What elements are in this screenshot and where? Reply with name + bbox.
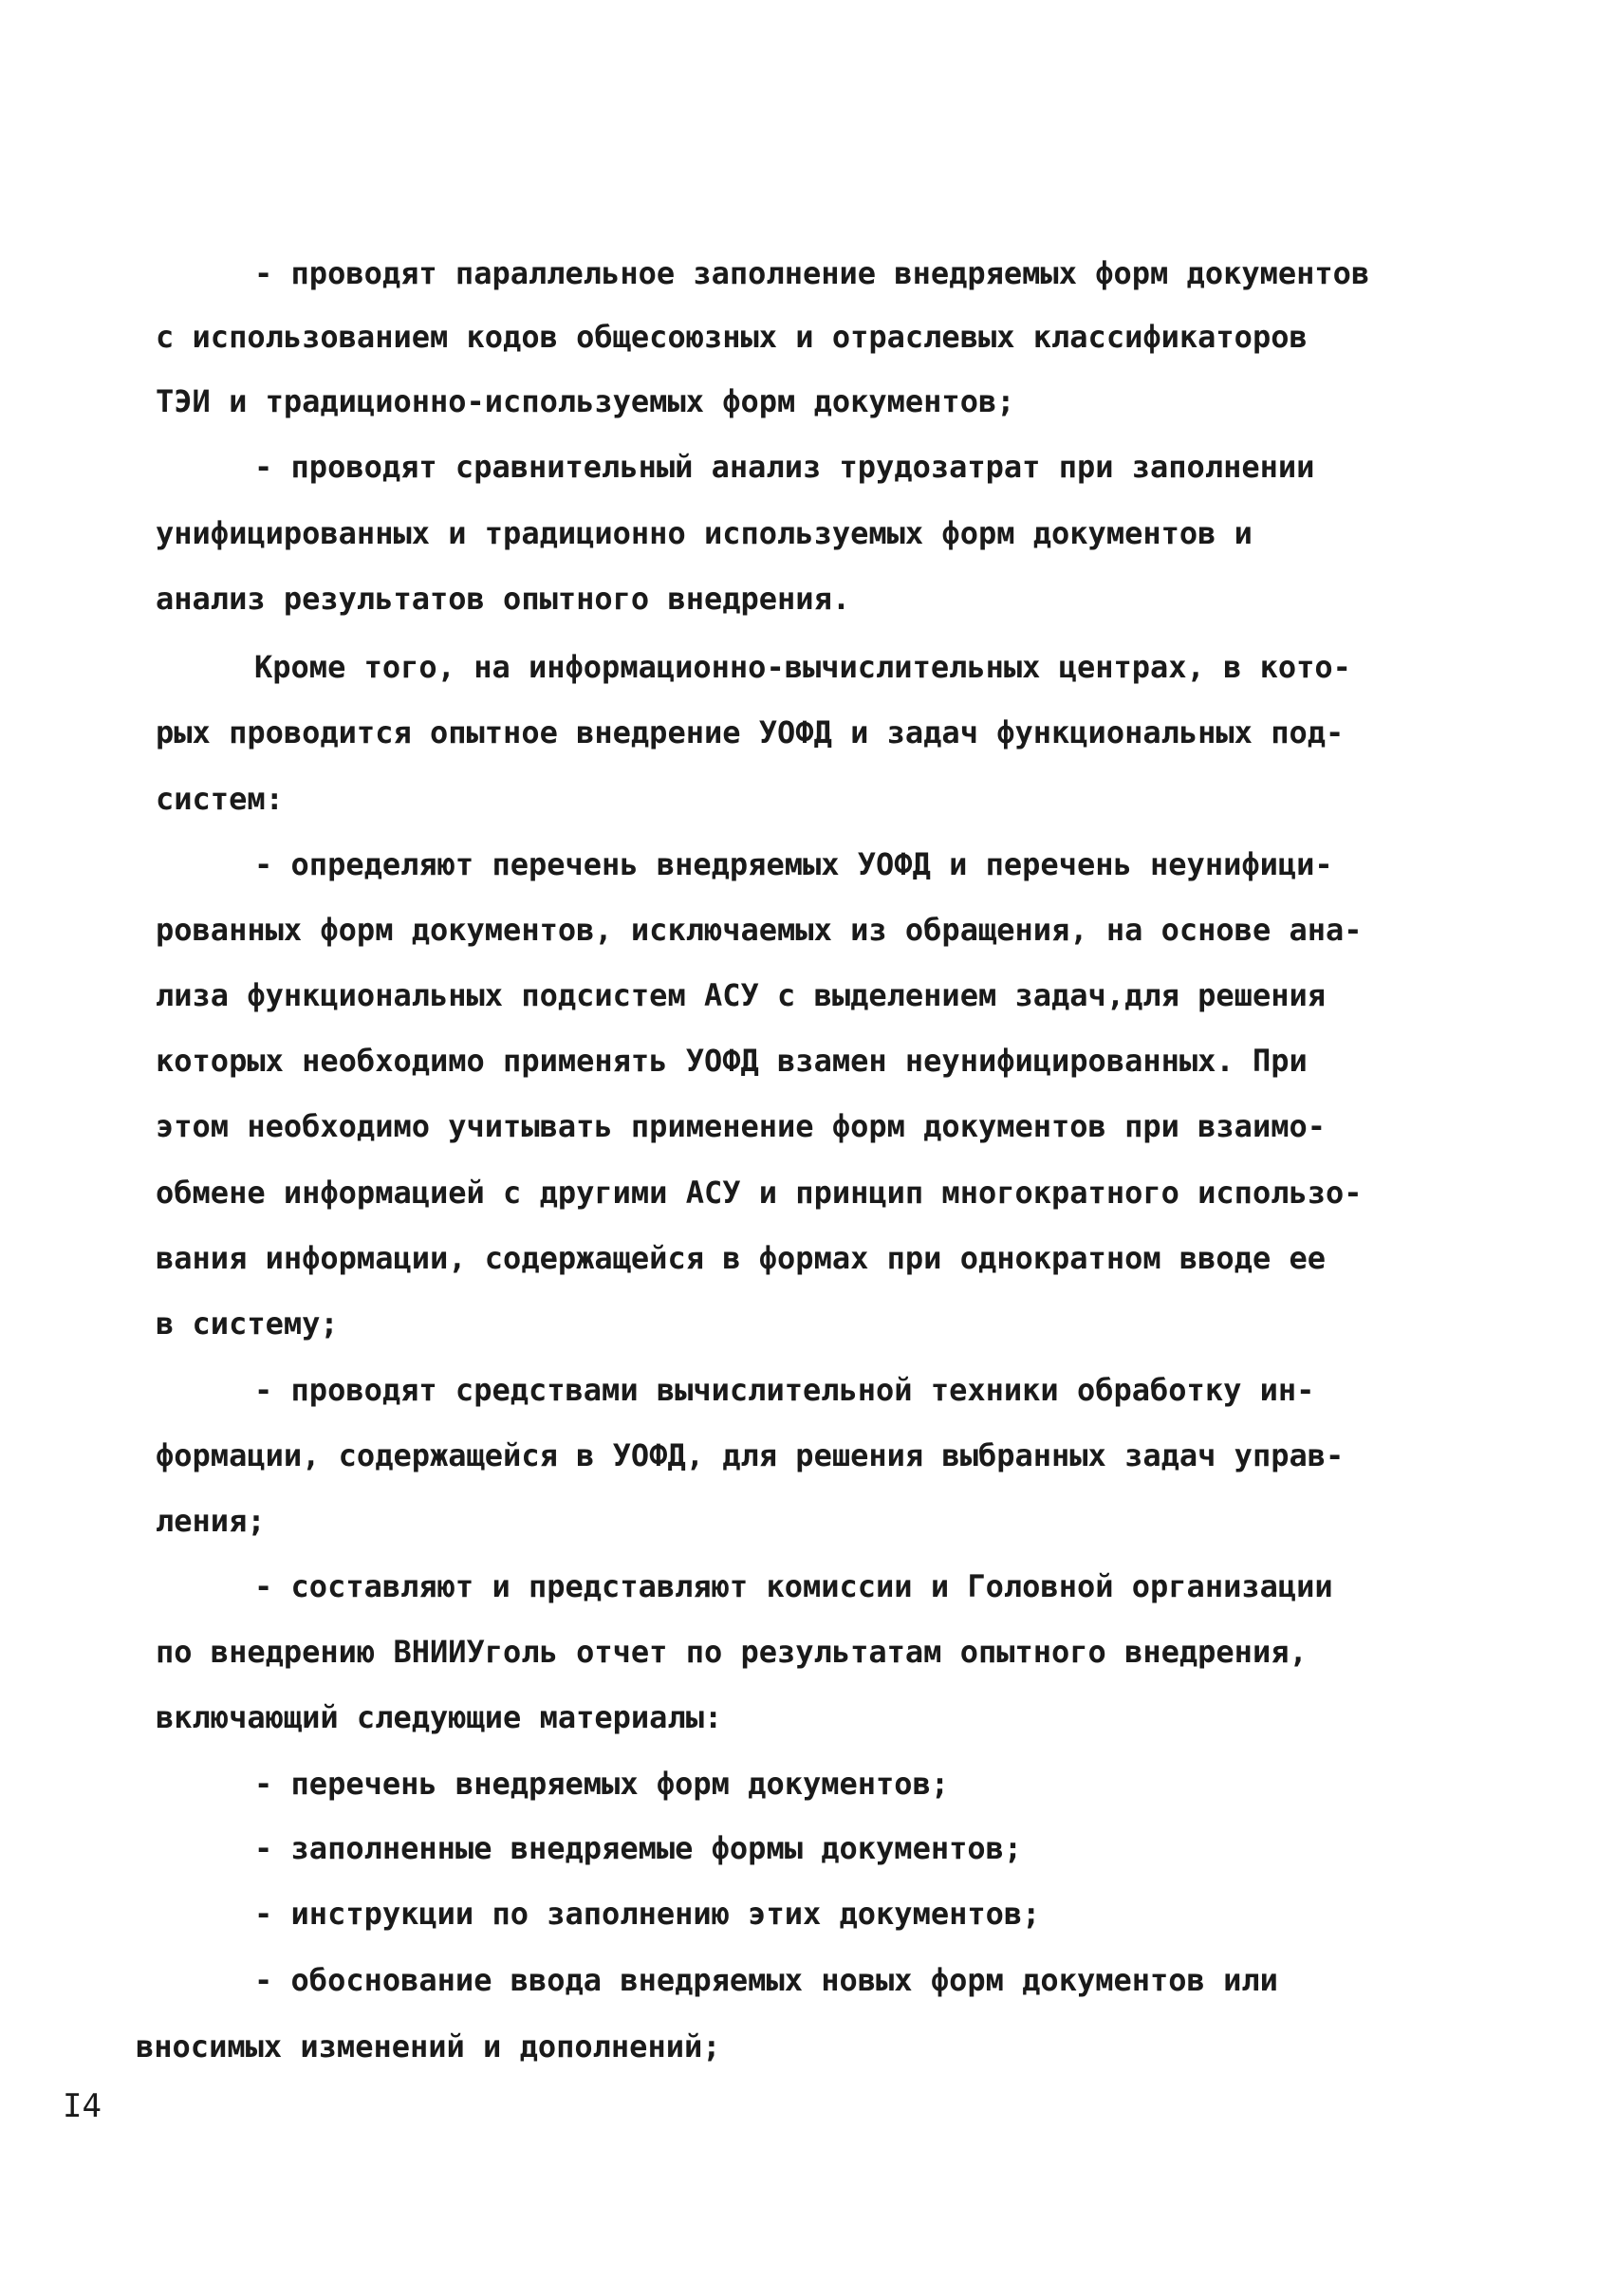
text-line-13: которых необходимо применять УОФД взамен неунифицированных. При	[156, 1043, 1308, 1079]
text-line-28: вносимых изменений и дополнений;	[136, 2028, 721, 2065]
text-line-10: - определяют перечень внедряемых УОФД и перечень неунифици-	[254, 846, 1333, 882]
text-line-4: - проводят сравнительный анализ трудозатрат при заполнении	[254, 449, 1315, 485]
text-line-12: лиза функциональных подсистем АСУ с выделением задач,для решения	[156, 977, 1326, 1013]
page-number: I4	[63, 2087, 102, 2125]
text-line-27: - обоснование ввода внедряемых новых форм документов или	[254, 1962, 1278, 1998]
text-line-14: этом необходимо учитывать применение форм документов при взаимо-	[156, 1108, 1326, 1144]
text-line-18: - проводят средствами вычислительной техники обработку ин-	[254, 1372, 1315, 1408]
text-line-3: ТЭИ и традиционно-используемых форм документов;	[156, 383, 1015, 419]
text-line-16: вания информации, содержащейся в формах при однократном вводе ее	[156, 1240, 1326, 1276]
text-line-25: - заполненные внедряемые формы документов;	[254, 1830, 1023, 1866]
text-line-6: анализ результатов опытного внедрения.	[156, 581, 851, 617]
text-line-8: рых проводится опытное внедрение УОФД и задач функциональных под-	[156, 714, 1345, 750]
text-line-22: по внедрению ВНИИУголь отчет по результатам опытного внедрения,	[156, 1634, 1308, 1670]
text-line-9: систем:	[156, 781, 284, 817]
text-line-23: включающий следующие материалы:	[156, 1699, 723, 1735]
text-line-26: - инструкции по заполнению этих документов;	[254, 1896, 1041, 1932]
text-line-2: с использованием кодов общесоюзных и отраслевых классификаторов	[156, 319, 1308, 355]
text-line-1: - проводят параллельное заполнение внедряемых форм документов	[254, 255, 1370, 291]
text-line-11: рованных форм документов, исключаемых из обращения, на основе ана-	[156, 912, 1363, 948]
text-line-5: унифицированных и традиционно используемых форм документов и	[156, 515, 1253, 551]
text-line-19: формации, содержащейся в УОФД, для решения выбранных задач управ-	[156, 1437, 1345, 1473]
text-line-21: - составляют и представляют комиссии и Головной организации	[254, 1568, 1333, 1604]
text-line-17: в систему;	[156, 1305, 339, 1342]
text-line-7: Кроме того, на информационно-вычислительных центрах, в кото-	[254, 649, 1351, 685]
text-line-24: - перечень внедряемых форм документов;	[254, 1766, 950, 1802]
text-line-15: обмене информацией с другими АСУ и принцип многократного использо-	[156, 1175, 1363, 1211]
text-line-20: ления;	[156, 1503, 266, 1539]
